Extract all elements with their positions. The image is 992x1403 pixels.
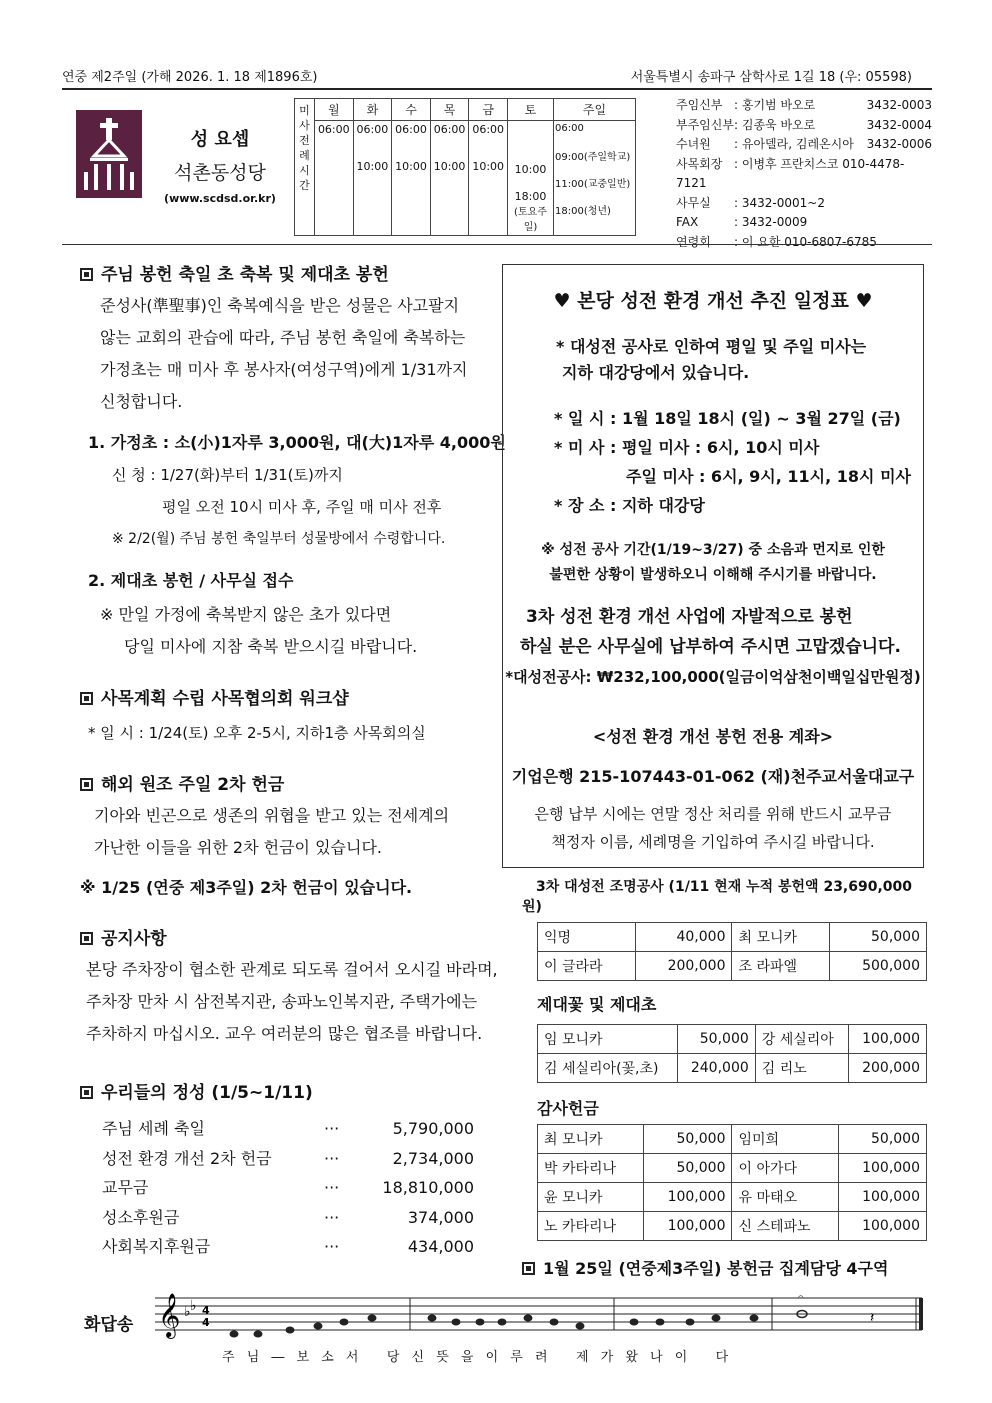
header-divider xyxy=(62,88,932,90)
renovation-details: * 일 시 : 1월 18일 18시 (일) ~ 3월 27일 (금) * 미 사 : 평일 미사 : 6시, 10시 미사 주일 미사 : 6시, 9시, 11시, 18시 미사 * 장 소 : 지하 대강당 xyxy=(554,409,911,515)
tue-times: 06:00 10:00 xyxy=(353,121,392,236)
noise-notice: ※ 성전 공사 기간(1/19~3/27) 중 소음과 먼지로 인한 불편한 상황이 발생하오니 이해해 주시기를 바랍니다. xyxy=(541,542,885,583)
square-bullet-icon xyxy=(80,932,93,945)
staff-row: FAX : 3432-0009 xyxy=(676,215,808,229)
svg-text:4: 4 xyxy=(202,1316,210,1329)
table-row: 최 모니카 50,000 임미희 50,000 xyxy=(538,1125,927,1154)
blessing-note-1: ※ 만일 가정에 축복받지 않은 초가 있다면 xyxy=(100,605,392,624)
workshop-schedule: * 일 시 : 1/24(토) 오후 2-5시, 지하1층 사목회의실 xyxy=(88,724,426,742)
notice-body: 본당 주차장이 협소한 관계로 되도록 걸어서 오시길 바라며, 주차장 만차 시 삼전복지관, 송파노인복지관, 주택가에는 주차하지 마십시오. 교우 여러분의 많은 협조를 바랍니다. xyxy=(86,960,498,1043)
staff-list xyxy=(676,96,932,252)
svg-text:♭: ♭ xyxy=(184,1304,191,1320)
section-notice-title: 공지사항 xyxy=(80,924,167,949)
issue-info: 연중 제2주일 (가해 2026. 1. 18 제1896호) xyxy=(62,70,318,85)
sun-times: 06:00 09:00(주일학교) 11:00(교중일반) 18:00(청년) xyxy=(554,121,636,236)
offering-row: 사회복지후원금 ··· 434,000 xyxy=(102,1237,474,1256)
parish-name-2: 석촌동성당 xyxy=(174,162,266,184)
apply-time: 평일 오전 10시 미사 후, 주일 매 미사 전후 xyxy=(162,498,442,516)
table-row: 임 모니카 50,000 강 세실리아 100,000 xyxy=(538,1025,927,1054)
psalm-label: 화답송 xyxy=(84,1315,134,1335)
bank-account[interactable]: 기업은행 215-107443-01-062 (재)천주교서울대교구 xyxy=(511,767,915,786)
church-logo xyxy=(76,110,142,198)
svg-text:4: 4 xyxy=(202,1304,210,1317)
parish-name-1: 성 요셉 xyxy=(190,129,250,150)
contribution-request: 3차 성전 환경 개선 사업에 자발적으로 봉헌 하실 분은 사무실에 납부하여 주시면 고맙겠습니다. xyxy=(520,607,901,657)
renovation-title: ♥ 본당 성전 환경 개선 추진 일정표 ♥ xyxy=(553,290,873,312)
section-workshop-title: 사목계획 수립 사목협의회 워크샵 xyxy=(80,684,349,709)
psalm-lyrics: 주 님 ― 보 소 서 당 신 뜻 을 이 루 려 제 가 왔 나 이 다 xyxy=(222,1350,733,1365)
altar-donor-table xyxy=(537,1024,927,1083)
fri-times: 06:00 10:00 xyxy=(469,121,508,236)
altar-donation-title: 제대꽃 및 제대초 xyxy=(537,995,657,1014)
offerings-list xyxy=(102,1114,474,1262)
family-candle-price: 1. 가정초 : 소(小)1자루 3,000원, 대(大)1자루 4,000원 xyxy=(88,433,506,452)
staff-row: 주임신부 : 홍기범 바오로 3432-0003 xyxy=(676,98,932,112)
thanks-title: 감사헌금 xyxy=(537,1099,599,1118)
offering-row: 주님 세례 축일 ··· 5,790,000 xyxy=(102,1119,474,1138)
svg-text:𝄐: 𝄐 xyxy=(798,1292,804,1303)
collection-duty: 1월 25일 (연중제3주일) 봉헌금 집계담당 4구역 xyxy=(522,1256,888,1279)
psalm-music-staff xyxy=(150,1288,930,1348)
day-wed: 수 xyxy=(392,99,431,121)
table-row: 박 카타리나 50,000 이 아가다 100,000 xyxy=(538,1154,927,1183)
square-bullet-icon xyxy=(80,268,93,281)
staff-row: 수녀원 : 유아델라, 김레온시아 3432-0006 xyxy=(676,137,932,151)
square-bullet-icon xyxy=(522,1262,535,1275)
section-candle-title: 주님 봉헌 축일 초 축복 및 제대초 봉헌 xyxy=(80,260,389,285)
parish-url[interactable]: (www.scdsd.or.kr) xyxy=(164,192,276,205)
table-row: 이 글라라 200,000 조 라파엘 500,000 xyxy=(538,952,927,981)
table-row: 익명 40,000 최 모니카 50,000 xyxy=(538,923,927,952)
thanks-donor-table xyxy=(537,1124,927,1241)
section-offerings-title: 우리들의 정성 (1/5~1/11) xyxy=(80,1078,313,1103)
staff-row: 부주임신부: 김종욱 바오로 3432-0004 xyxy=(676,117,932,132)
lighting-title: 3차 대성전 조명공사 (1/11 현재 누적 봉헌액 23,690,000 원) xyxy=(522,879,913,915)
mass-schedule-table xyxy=(294,98,636,236)
offering-row: 성전 환경 개선 2차 헌금 ··· 2,734,000 xyxy=(102,1148,474,1168)
altar-candle-item: 2. 제대초 봉헌 / 사무실 접수 xyxy=(88,571,294,590)
pickup-note: ※ 2/2(월) 주님 봉헌 축일부터 성물방에서 수령합니다. xyxy=(112,531,446,547)
day-sat: 토 xyxy=(508,99,554,121)
square-bullet-icon xyxy=(80,1086,93,1099)
sat-times: 10:00 18:00 (토요주일) xyxy=(508,121,554,236)
lighting-donor-table xyxy=(537,922,927,981)
day-sun: 주일 xyxy=(554,99,636,121)
second-collection-note: ※ 1/25 (연중 제3주일) 2차 헌금이 있습니다. xyxy=(80,878,413,897)
table-row: 노 카타리나 100,000 신 스테파노 100,000 xyxy=(538,1212,927,1241)
church-address: 서울특별시 송파구 삼학사로 1길 18 (우: 05598) xyxy=(630,70,912,85)
account-title: <성전 환경 개선 봉헌 전용 계좌> xyxy=(592,727,834,746)
section-candle-body: 준성사(準聖事)인 축복예식을 받은 성물은 사고팔지 않는 교회의 관습에 따라, 주님 봉헌 축일에 축복하는 가정초는 매 미사 후 봉사자(여성구역)에게 1/31까지 신청합니다. xyxy=(100,296,468,411)
staff-row: 사목회장 : 이병후 프란치스코 010-4478-7121 xyxy=(676,156,905,190)
offering-row: 성소후원금 ··· 374,000 xyxy=(102,1207,474,1227)
mon-times: 06:00 xyxy=(315,121,354,236)
bank-instructions: 은행 납부 시에는 연말 정산 처리를 위해 반드시 교무금 책정자 이름, 세례명을 기입하여 주시길 바랍니다. xyxy=(534,805,892,851)
section-overseas-title: 해외 원조 주일 2차 헌금 xyxy=(80,770,284,795)
table-row: 김 세실리아(꽃,초) 240,000 김 리노 200,000 xyxy=(538,1054,927,1083)
day-mon: 월 xyxy=(315,99,354,121)
mass-row-label: 미 사 전 례 시 간 xyxy=(295,99,315,236)
square-bullet-icon xyxy=(80,692,93,705)
construction-cost: *대성전공사: ₩232,100,000(일금이억삼천이백일십만원정) xyxy=(505,668,921,686)
apply-period: 신 청 : 1/27(화)부터 1/31(토)까지 xyxy=(112,466,343,484)
renovation-notice: * 대성전 공사로 인하여 평일 및 주일 미사는 지하 대강당에서 있습니다. xyxy=(556,337,867,382)
staff-row: 연령회 : 이 요한 010-6807-6785 xyxy=(676,234,877,249)
blessing-note-2: 당일 미사에 지참 축복 받으시길 바랍니다. xyxy=(124,637,418,656)
wed-times: 06:00 10:00 xyxy=(392,121,431,236)
day-thu: 목 xyxy=(430,99,469,121)
offering-row: 교무금 ··· 18,810,000 xyxy=(102,1178,474,1197)
square-bullet-icon xyxy=(80,778,93,791)
overseas-body: 기아와 빈곤으로 생존의 위협을 받고 있는 전세계의 가난한 이들을 위한 2차 헌금이 있습니다. xyxy=(94,806,450,857)
svg-text:𝄞: 𝄞 xyxy=(158,1293,181,1337)
table-row: 윤 모니카 100,000 유 마태오 100,000 xyxy=(538,1183,927,1212)
header-bottom-divider xyxy=(62,244,932,245)
day-tue: 화 xyxy=(353,99,392,121)
staff-row: 사무실 : 3432-0001~2 xyxy=(676,195,825,210)
svg-text:𝄽: 𝄽 xyxy=(870,1310,875,1326)
svg-text:♭: ♭ xyxy=(190,1298,197,1314)
day-fri: 금 xyxy=(469,99,508,121)
thu-times: 06:00 10:00 xyxy=(430,121,469,236)
